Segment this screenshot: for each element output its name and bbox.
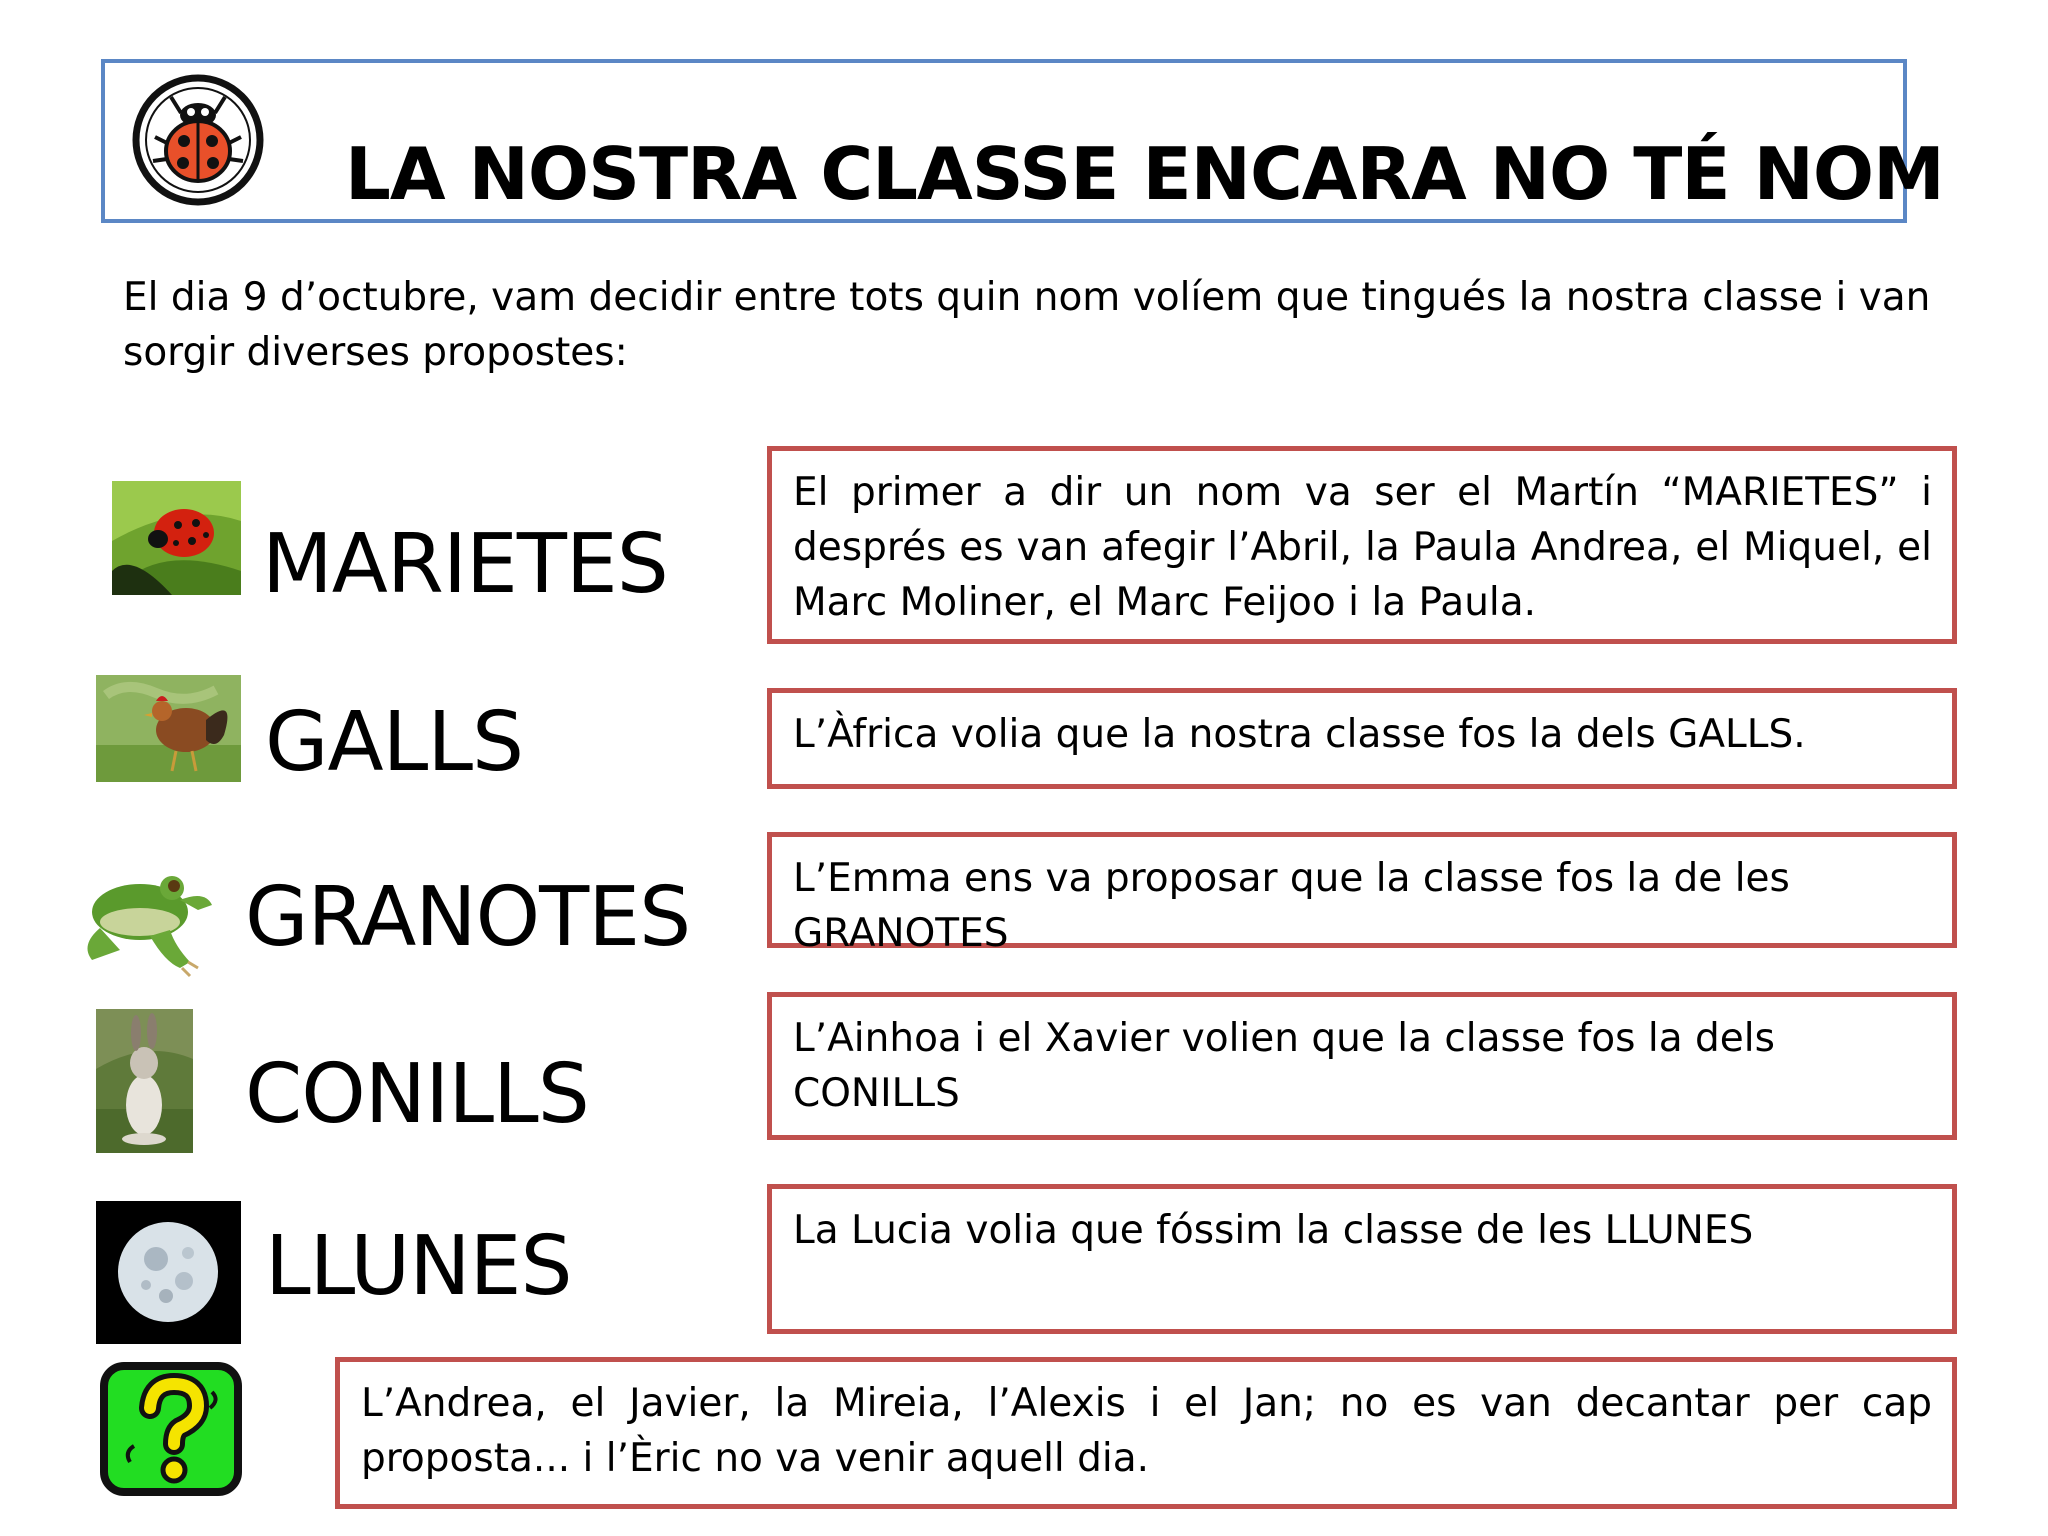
rabbit-photo-icon bbox=[96, 1009, 193, 1153]
intro-paragraph: El dia 9 d’octubre, vam decidir entre tots quin nom volíem que tingués la nostra classe i van sorgir diverses propostes: bbox=[123, 275, 1931, 375]
proposal-name-conills: CONILLS bbox=[245, 1047, 589, 1142]
page-title: LA NOSTRA CLASSE ENCARA NO TÉ NOM bbox=[345, 132, 1944, 216]
proposal-box-conills: L’Ainhoa i el Xavier volien que la classe fos la dels CONILLS bbox=[767, 992, 1957, 1140]
proposal-box-marietes: El primer a dir un nom va ser el Martín “MARIETES” i després es van afegir l’Abril, la Paula Andrea, el Miquel, el Marc Moliner, el Marc Feijoo i la Paula. bbox=[767, 446, 1957, 644]
proposal-name-marietes: MARIETES bbox=[262, 517, 668, 612]
proposal-box-galls: L’Àfrica volia que la nostra classe fos la dels GALLS. bbox=[767, 688, 1957, 789]
proposal-name-granotes: GRANOTES bbox=[245, 870, 691, 965]
proposal-box-llunes: La Lucia volia que fóssim la classe de les LLUNES bbox=[767, 1184, 1957, 1334]
proposal-name-galls: GALLS bbox=[265, 695, 524, 790]
title-frame bbox=[101, 59, 1944, 223]
proposal-box-granotes: L’Emma ens va proposar que la classe fos la de les GRANOTES bbox=[767, 832, 1957, 948]
frog-photo-icon bbox=[80, 850, 225, 978]
moon-photo-icon bbox=[96, 1201, 241, 1344]
question-mark-icon bbox=[100, 1362, 242, 1496]
proposal-name-llunes: LLUNES bbox=[265, 1219, 572, 1314]
undecided-box: L’Andrea, el Javier, la Mireia, l’Alexis i el Jan; no es van decantar per cap proposta... i l’Èric no va venir aquell dia. bbox=[335, 1357, 1957, 1509]
ladybug-photo-icon bbox=[112, 481, 241, 595]
rooster-photo-icon bbox=[96, 675, 241, 782]
ladybird-logo-icon bbox=[131, 73, 265, 207]
